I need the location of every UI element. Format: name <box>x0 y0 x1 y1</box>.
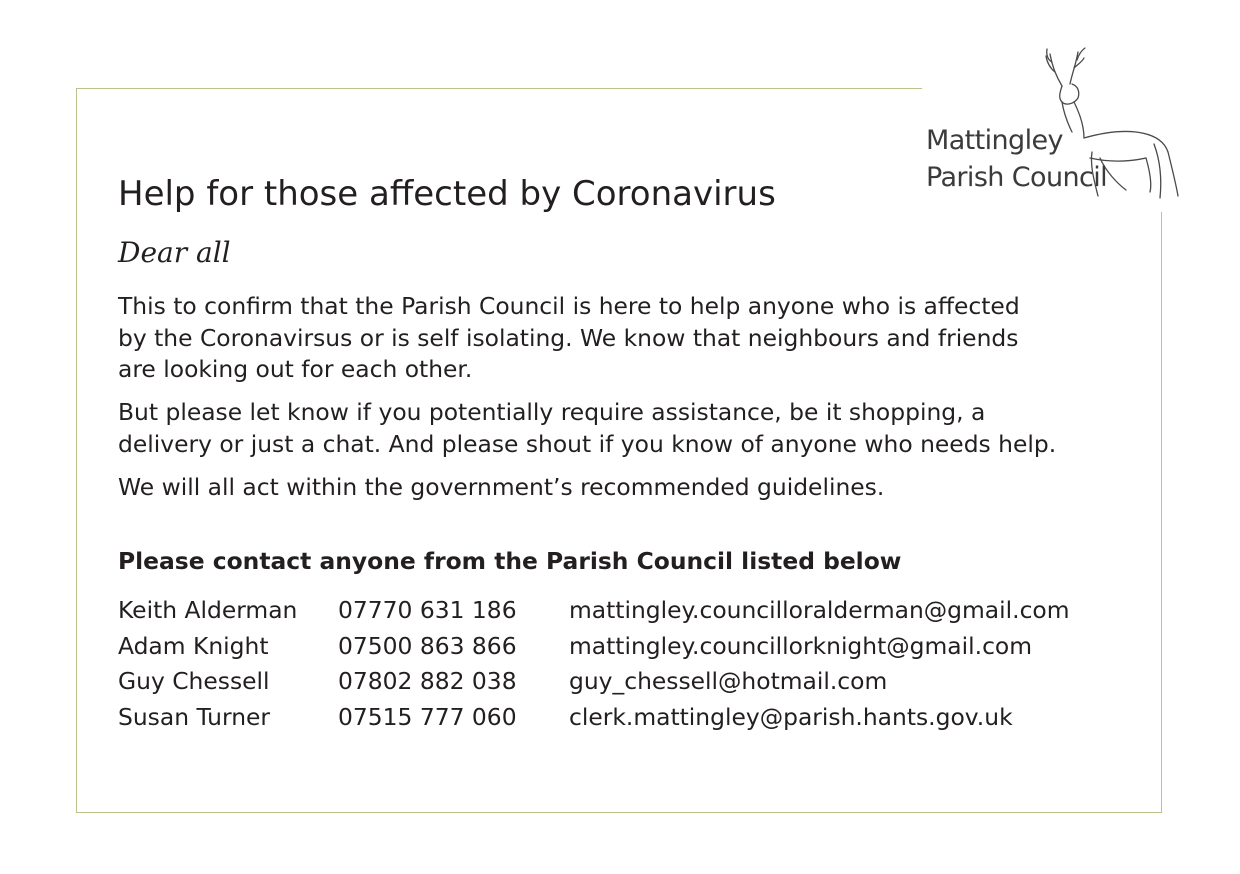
contact-row <box>118 700 1148 736</box>
contact-row <box>118 664 1148 700</box>
contact-email: clerk.mattingley@parish.hants.gov.uk <box>569 702 1013 731</box>
contact-phone: 07500 863 866 <box>338 631 517 660</box>
contact-email: guy_chessell@hotmail.com <box>569 667 888 695</box>
contact-name: Keith Alderman <box>118 596 298 624</box>
paragraph-line: by the Coronavirsus or is self isolating. We know that neighbours and friends <box>118 323 1019 352</box>
assistance-paragraph <box>118 397 1056 460</box>
paragraph-line: This to confirm that the Parish Council is here to help anyone who is affected <box>118 292 1020 320</box>
contact-email: mattingley.councillorknight@gmail.com <box>569 631 1033 660</box>
intro-paragraph <box>118 291 1020 386</box>
contact-row <box>118 593 1148 629</box>
guidelines-paragraph <box>118 472 884 504</box>
paragraph-line: are looking out for each other. <box>118 355 473 383</box>
contact-heading: Please contact anyone from the Parish Council listed below <box>118 547 902 575</box>
contact-name: Guy Chessell <box>118 667 270 695</box>
parish-council-logo <box>922 40 1184 212</box>
logo-name-line: Mattingley <box>926 125 1063 156</box>
greeting: Dear all <box>118 236 231 269</box>
contact-phone: 07515 777 060 <box>338 702 517 731</box>
contact-name: Susan Turner <box>118 702 271 731</box>
contact-list <box>118 593 1148 735</box>
logo-council-line: Parish Council <box>926 162 1108 193</box>
contact-email: mattingley.councilloralderman@gmail.com <box>569 596 1070 624</box>
page-title: Help for those affected by Coronavirus <box>118 174 776 214</box>
paragraph-line: We will all act within the government’s recommended guidelines. <box>118 473 885 501</box>
paragraph-line: delivery or just a chat. And please shout if you know of anyone who needs help. <box>118 429 1057 458</box>
contact-phone: 07770 631 186 <box>338 596 517 624</box>
paragraph-line: But please let know if you potentially require assistance, be it shopping, a <box>118 398 986 426</box>
contact-name: Adam Knight <box>118 631 269 660</box>
contact-phone: 07802 882 038 <box>338 667 517 695</box>
contact-row <box>118 629 1148 665</box>
